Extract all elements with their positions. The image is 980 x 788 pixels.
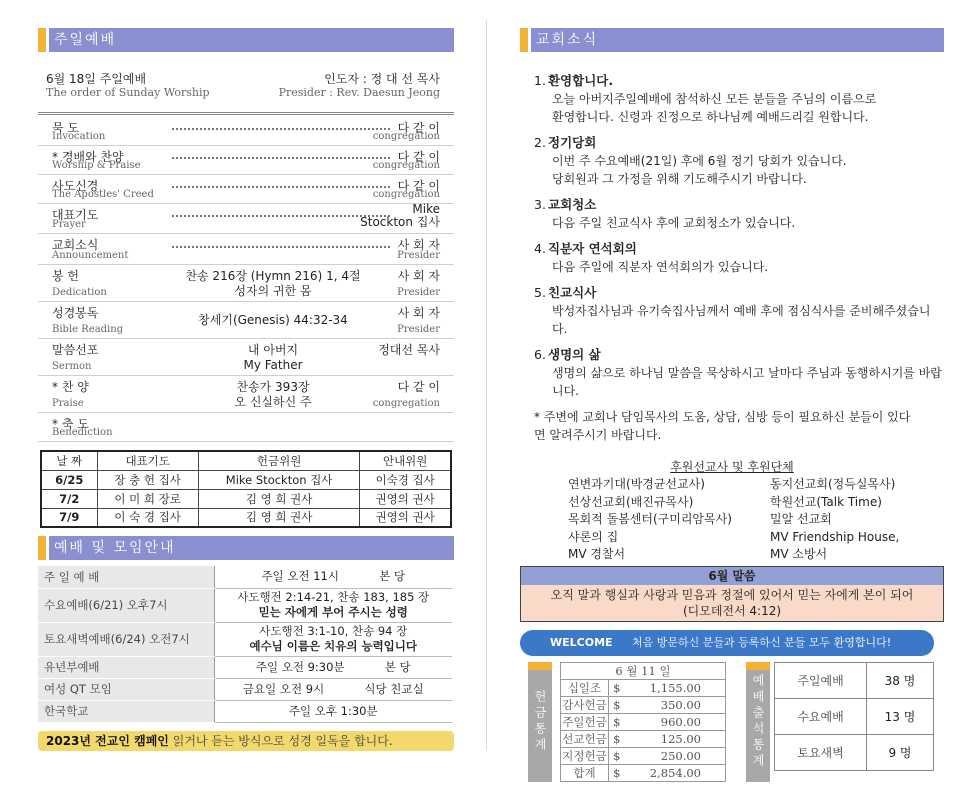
order-item-en: Bible Reading <box>52 324 124 335</box>
order-item-leader: 다 같 이 <box>397 121 440 135</box>
meeting-name: 유년부예배 <box>38 656 214 678</box>
campaign-banner <box>38 731 454 751</box>
news-title: 5. 친교식사 <box>534 285 597 300</box>
offering-currency: $ <box>609 731 625 748</box>
dotted-leader <box>172 157 390 159</box>
offering-label: 지정헌금 <box>562 749 607 763</box>
offering-label: 합계 <box>561 765 609 782</box>
offering-currency: $ <box>609 680 625 697</box>
offering-label: 십일조 <box>561 680 609 697</box>
news-title: 4. 직분자 연석회의 <box>534 241 637 256</box>
right-page <box>520 28 944 788</box>
offering-row <box>561 680 726 697</box>
news-item <box>534 346 944 400</box>
dotted-leader <box>172 128 390 130</box>
worship-section-title: 주일예배 <box>38 28 454 52</box>
news-body: 이번 주 수요예배(21일) 후에 6월 정기 당회가 있습니다. 당회원과 그 가정을 위해 기도해주시기 바랍니다. <box>552 154 847 186</box>
order-item-kr: 대표기도 <box>52 208 99 222</box>
order-item-leader-en: congregation <box>372 131 440 142</box>
duty-cell: 권영의 권사 <box>360 508 451 527</box>
news-number: 3. <box>534 197 546 212</box>
offering-label: 주일헌금 <box>562 715 607 729</box>
offering-row <box>561 748 726 765</box>
order-item-kr: * 경배와 찬양 <box>52 150 124 164</box>
order-row <box>38 413 454 442</box>
offering-tab: 헌금통계 <box>528 662 552 782</box>
order-item-en: Announcement <box>52 250 129 261</box>
order-item-kr: 묵 도 <box>52 121 79 135</box>
meeting-row <box>38 588 452 622</box>
meeting-sermon-title: 예수님 이름은 치유의 능력입니다 <box>249 639 418 653</box>
meeting-name: 한국학교 <box>38 700 214 722</box>
order-item-leader: 다 같 이 <box>397 179 440 193</box>
order-item-kr: 사도신경 <box>52 179 99 193</box>
order-item-en: Sermon <box>52 361 92 372</box>
order-item-kr: 봉 헌 <box>52 269 79 283</box>
attendance-row <box>775 699 934 735</box>
news-title: 1. 환영합니다. <box>534 73 614 88</box>
presider: 인도자 : 정 대 선 목사 <box>324 72 440 86</box>
order-item-leader-en: congregation <box>372 398 440 409</box>
order-item-leader: 다 같 이 <box>397 150 440 164</box>
campaign-text: 읽거나 듣는 방식으로 성경 일독을 합니다. <box>168 733 393 748</box>
news-item <box>534 72 944 126</box>
meeting-name: 수요예배(6/21) 오후7시 <box>38 588 214 622</box>
news-section-title: 교회소식 <box>520 28 944 52</box>
news-number: 6. <box>534 347 546 362</box>
attendance-count: 13 명 <box>867 699 934 735</box>
order-item-en: Invocation <box>52 131 106 142</box>
meeting-row <box>38 656 452 678</box>
news-item <box>534 134 944 188</box>
news-body: 생명의 삶으로 하나님 말씀을 묵상하시고 날마다 주님과 동행하시기를 바랍니다. <box>552 366 942 398</box>
mission-item: 밀알 선교회 <box>770 512 832 527</box>
mission-item: 샤론의 집 <box>568 529 619 544</box>
order-item-detail: 창세기(Genesis) 44:32-34 <box>198 312 348 327</box>
duty-row <box>41 508 451 527</box>
news-body: 박성자집사님과 유기숙집사님께서 예배 후에 점심식사를 준비해주셨습니다. <box>552 304 931 336</box>
order-item-leader-en: Presider <box>397 287 440 298</box>
offering-row <box>561 765 726 782</box>
attendance-count: 9 명 <box>867 735 934 771</box>
news-title: 6. 생명의 삶 <box>534 347 601 362</box>
offering-amount: 125.00 <box>625 731 726 748</box>
missions-left-column <box>568 476 732 564</box>
offering-row <box>561 731 726 748</box>
order-item-leader-en: congregation <box>372 189 440 200</box>
order-item-leader-en: Presider <box>397 324 440 335</box>
mission-item: MV Friendship House, <box>770 529 900 544</box>
meeting-detail: 주일 오전 9:30분 본 당 <box>214 656 452 678</box>
meeting-name: 토요새벽예배(6/24) 오전7시 <box>38 622 214 656</box>
news-body: 다음 주일에 직분자 연석회의가 있습니다. <box>552 260 769 274</box>
welcome-label: WELCOME <box>550 636 613 649</box>
order-item-en: Benediction <box>52 427 113 438</box>
duty-cell: 이 숙 경 집사 <box>97 508 198 527</box>
mission-item: MV 경찰서 <box>568 547 626 562</box>
offering-amount: 350.00 <box>625 697 726 714</box>
dotted-leader <box>172 215 390 217</box>
meeting-sermon-title: 믿는 자에게 부어 주시는 성령 <box>258 605 408 619</box>
offering-currency: $ <box>609 748 625 765</box>
offering-table <box>560 662 726 782</box>
attendance-row <box>775 735 934 771</box>
monthly-verse-body: 오직 말과 행실과 사랑과 믿음과 정절에 있어서 믿는 자에게 본이 되어 (디모데전서 4:12) <box>521 585 943 621</box>
news-number: 4. <box>534 241 546 256</box>
order-item-en: Dedication <box>52 287 107 298</box>
news-note: * 주변에 교회나 담임목사의 도움, 상담, 심방 등이 필요하신 분들이 있다 면 알려주시기 바랍니다. <box>534 410 911 442</box>
welcome-banner <box>520 630 934 656</box>
offering-row <box>561 697 726 714</box>
order-item-en: Worship & Praise <box>52 160 141 171</box>
order-row <box>38 339 454 376</box>
news-body: 오늘 아버지주일예배에 참석하신 모든 분들을 주님의 이름으로 환영합니다. 신령과 진정으로 하나님께 예배드리길 원합니다. <box>552 92 877 124</box>
order-item-detail: 찬송 216장 (Hymn 216) 1, 4절 성자의 귀한 몸 <box>185 268 361 298</box>
mission-item: MV 소방서 <box>770 547 828 562</box>
order-item-kr: 교회소식 <box>52 238 99 252</box>
meeting-detail: 금요일 오전 9시 식당 친교실 <box>214 678 452 700</box>
meeting-table <box>38 566 452 723</box>
order-of-worship <box>38 117 454 442</box>
duty-header: 안내위원 <box>360 451 451 470</box>
news-number: 5. <box>534 285 546 300</box>
news-number: 2. <box>534 135 546 150</box>
offering-currency: $ <box>609 697 625 714</box>
order-item-kr: 성경봉독 <box>52 306 99 320</box>
duty-row <box>41 489 451 508</box>
news-body: 다음 주일 친교식사 후에 교회청소가 있습니다. <box>552 216 796 230</box>
order-item-leader: 사 회 자 <box>397 269 440 283</box>
order-item-leader: 사 회 자 <box>397 238 440 252</box>
missions-block <box>520 458 944 562</box>
worship-header <box>38 68 454 118</box>
service-title-en: The order of Sunday Worship <box>46 86 210 99</box>
duty-table <box>40 450 452 528</box>
news-item <box>534 196 944 232</box>
order-item-en: The Apostles' Creed <box>52 189 154 200</box>
page-divider <box>486 20 487 750</box>
duty-row <box>41 470 451 489</box>
news-title: 2. 정기당회 <box>534 135 597 150</box>
offering-date: 6 월 11 일 <box>561 663 726 680</box>
order-item-kr: 말씀선포 <box>52 343 99 357</box>
welcome-text: 처음 방문하신 분들과 등록하신 분들 모두 환영합니다! <box>632 636 892 649</box>
order-item-kr: * 축 도 <box>52 417 89 431</box>
duty-cell: 장 충 헌 집사 <box>97 470 198 489</box>
order-item-en: Prayer <box>52 219 86 230</box>
meeting-row <box>38 700 452 722</box>
mission-item: 선상선교회(배진규목사) <box>568 494 694 509</box>
duty-header: 헌금위원 <box>198 451 360 470</box>
meeting-name: 주 일 예 배 <box>38 566 214 588</box>
offering-label: 선교헌금 <box>562 732 607 746</box>
order-row <box>38 117 454 146</box>
order-item-kr: * 찬 양 <box>52 380 89 394</box>
news-item <box>534 284 944 338</box>
offering-amount: 1,155.00 <box>625 680 726 697</box>
meeting-detail: 사도행전 2:14-21, 찬송 183, 185 장 믿는 자에게 부어 주시는 성령 <box>214 588 452 622</box>
offering-label: 감사헌금 <box>562 698 607 712</box>
order-row <box>38 234 454 265</box>
order-row <box>38 146 454 175</box>
mission-item: 목회적 돌봄센터(구미리암목사) <box>568 512 732 527</box>
attendance-table <box>774 662 934 771</box>
campaign-title: 2023년 전교인 캠페인 <box>46 733 169 748</box>
order-item-en: Praise <box>52 398 84 409</box>
news-list <box>520 72 944 444</box>
duty-cell: 김 영 희 권사 <box>198 489 360 508</box>
attendance-label: 수요예배 <box>775 699 867 735</box>
meeting-row <box>38 622 452 656</box>
order-item-leader: 다 같 이 <box>397 380 440 394</box>
offering-amount: 250.00 <box>625 748 726 765</box>
order-item-leader-en: Presider <box>397 250 440 261</box>
attendance-label: 토요새벽 <box>775 735 867 771</box>
mission-item: 연변과기대(박경균선교사) <box>568 477 705 491</box>
meeting-detail: 주일 오전 11시 본 당 <box>214 566 452 588</box>
duty-header: 대표기도 <box>97 451 198 470</box>
order-row <box>38 376 454 413</box>
dotted-leader <box>172 186 390 188</box>
monthly-verse-title: 6월 말씀 <box>521 567 943 585</box>
news-item <box>534 240 944 276</box>
order-row <box>38 302 454 339</box>
monthly-verse <box>520 566 944 622</box>
statistics <box>520 662 944 788</box>
order-row <box>38 204 454 234</box>
missions-title: 후원선교사 및 후원단체 <box>670 460 794 474</box>
offering-currency: $ <box>609 714 625 731</box>
order-item-detail: 내 아버지 My Father <box>243 342 303 372</box>
mission-item: 동지선교회(정득실목사) <box>770 477 896 491</box>
missions-right-column <box>770 476 899 564</box>
duty-cell: 이숙경 집사 <box>360 470 451 489</box>
duty-header: 날 짜 <box>41 451 97 470</box>
attendance-label: 주일예배 <box>775 663 867 699</box>
meeting-section-title: 예배 및 모임안내 <box>38 536 454 560</box>
meeting-row <box>38 566 452 588</box>
duty-cell: 권영의 권사 <box>360 489 451 508</box>
attendance-row <box>775 663 934 699</box>
order-row <box>38 175 454 204</box>
mission-item: 학원선교(Talk Time) <box>770 494 882 509</box>
attendance-tab: 예배출석통계 <box>746 662 770 782</box>
order-item-leader: 정대선 목사 <box>378 343 440 357</box>
duty-cell: 김 영 희 권사 <box>198 508 360 527</box>
duty-date: 7/2 <box>41 489 97 508</box>
offering-date-row <box>561 663 726 680</box>
duty-cell: Mike Stockton 집사 <box>198 470 360 489</box>
offering-amount: 2,854.00 <box>625 765 726 782</box>
meeting-name: 여성 QT 모임 <box>38 678 214 700</box>
duty-cell: 이 미 희 장로 <box>97 489 198 508</box>
offering-row <box>561 714 726 731</box>
order-item-detail: 찬송가 393장 오 신실하신 주 <box>234 379 312 409</box>
meeting-row <box>38 678 452 700</box>
meeting-detail: 주일 오후 1:30분 <box>214 700 452 722</box>
duty-date: 7/9 <box>41 508 97 527</box>
service-title: 6월 18일 주일예배 <box>46 72 147 86</box>
offering-currency: $ <box>609 765 625 782</box>
order-item-leader: Mike Stockton 집사 <box>360 202 440 229</box>
duty-date: 6/25 <box>41 470 97 489</box>
order-item-leader: 사 회 자 <box>397 306 440 320</box>
meeting-detail: 사도행전 3:1-10, 찬송 94 장 예수님 이름은 치유의 능력입니다 <box>214 622 452 656</box>
order-item-leader-en: congregation <box>372 160 440 171</box>
presider-en: Presider : Rev. Daesun Jeong <box>278 86 440 99</box>
duty-header-row <box>41 451 451 470</box>
news-title: 3. 교회청소 <box>534 197 597 212</box>
dotted-leader <box>172 246 390 248</box>
left-page <box>38 28 454 751</box>
news-number: 1. <box>534 73 546 88</box>
order-row <box>38 265 454 302</box>
offering-amount: 960.00 <box>625 714 726 731</box>
attendance-count: 38 명 <box>867 663 934 699</box>
